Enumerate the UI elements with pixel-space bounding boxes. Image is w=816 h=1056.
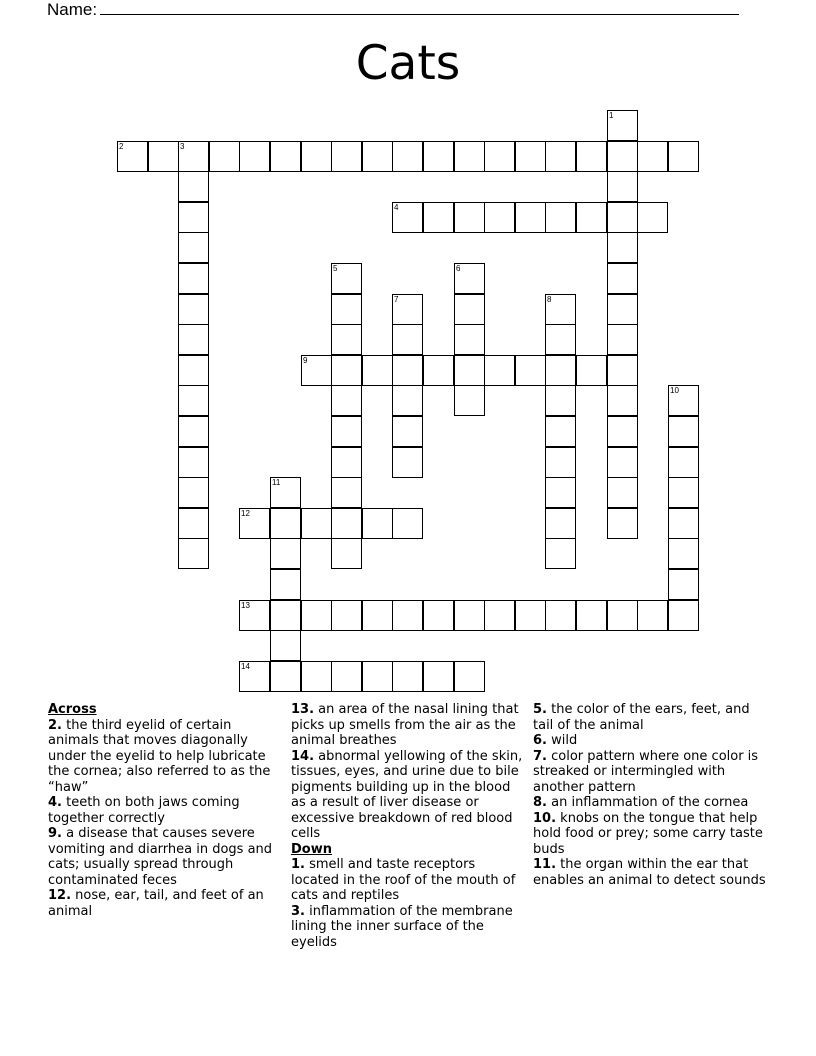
clue-column-2	[291, 702, 526, 950]
clue-down-3: 3. inflammation of the membrane lining the inner surface of the eyelids	[291, 903, 513, 950]
grid-cell[interactable]	[362, 355, 393, 386]
grid-cell[interactable]	[576, 202, 607, 233]
grid-cell[interactable]	[515, 600, 546, 631]
grid-cell[interactable]	[178, 202, 209, 233]
clue-down-1: 1. smell and taste receptors located in the roof of the mouth of cats and reptiles	[291, 857, 516, 903]
grid-cell[interactable]	[637, 141, 668, 172]
grid-cell[interactable]	[607, 294, 638, 325]
grid-cell[interactable]	[423, 202, 454, 233]
grid-cell[interactable]	[392, 661, 423, 692]
grid-cell[interactable]	[270, 569, 301, 600]
grid-cell[interactable]	[423, 661, 454, 692]
grid-cell[interactable]	[607, 171, 638, 202]
clue-across-12: 12. nose, ear, tail, and feet of an animal	[48, 888, 264, 919]
grid-cell[interactable]	[454, 141, 485, 172]
grid-cell[interactable]	[331, 661, 362, 692]
grid-cell[interactable]	[178, 294, 209, 325]
grid-cell[interactable]	[454, 202, 485, 233]
grid-cell[interactable]	[607, 477, 638, 508]
grid-cell[interactable]	[178, 171, 209, 202]
grid-cell[interactable]	[545, 141, 576, 172]
grid-cell[interactable]	[392, 141, 423, 172]
grid-cell[interactable]	[607, 600, 638, 631]
grid-cell[interactable]	[515, 355, 546, 386]
grid-cell[interactable]	[454, 355, 485, 386]
page-title: Cats	[355, 36, 461, 91]
clue-across-13: 13. an area of the nasal lining that picks up smells from the air as the animal breathes	[291, 702, 519, 748]
grid-cell[interactable]	[545, 600, 576, 631]
grid-cell[interactable]	[178, 538, 209, 569]
grid-cell[interactable]	[301, 508, 332, 539]
grid-cell[interactable]	[392, 416, 423, 447]
grid-cell[interactable]	[545, 324, 576, 355]
grid-cell[interactable]	[178, 385, 209, 416]
grid-cell[interactable]	[607, 232, 638, 263]
grid-cell[interactable]	[331, 324, 362, 355]
grid-cell[interactable]	[178, 416, 209, 447]
grid-cell[interactable]	[576, 355, 607, 386]
grid-cell[interactable]	[454, 294, 485, 325]
grid-cell[interactable]	[545, 477, 576, 508]
grid-cell[interactable]	[545, 355, 576, 386]
grid-cell[interactable]	[178, 263, 209, 294]
clue-down-10: 10. knobs on the tongue that help hold food or prey; some carry taste buds	[533, 810, 763, 857]
grid-cell[interactable]	[331, 263, 362, 294]
clue-number: 3	[180, 142, 185, 151]
grid-cell[interactable]	[668, 477, 699, 508]
grid-cell[interactable]	[545, 202, 576, 233]
grid-cell[interactable]	[270, 141, 301, 172]
grid-cell[interactable]	[668, 569, 699, 600]
grid-cell[interactable]	[668, 416, 699, 447]
grid-cell[interactable]	[607, 263, 638, 294]
grid-cell[interactable]	[362, 141, 393, 172]
grid-cell[interactable]	[545, 447, 576, 478]
grid-cell[interactable]	[301, 661, 332, 692]
grid-cell[interactable]	[362, 661, 393, 692]
grid-cell[interactable]	[576, 600, 607, 631]
clue-number: 7	[394, 295, 399, 304]
clue-number: 9	[303, 356, 308, 365]
grid-cell[interactable]	[209, 141, 240, 172]
grid-cell[interactable]	[178, 447, 209, 478]
grid-cell[interactable]	[607, 508, 638, 539]
grid-cell[interactable]	[239, 600, 270, 631]
grid-cell[interactable]	[454, 324, 485, 355]
clue-number: 6	[456, 264, 461, 273]
grid-cell[interactable]	[270, 538, 301, 569]
grid-cell[interactable]	[454, 600, 485, 631]
grid-cell[interactable]	[454, 661, 485, 692]
grid-cell[interactable]	[178, 324, 209, 355]
grid-cell[interactable]	[484, 600, 515, 631]
clue-column-3	[533, 702, 773, 888]
grid-cell[interactable]	[454, 263, 485, 294]
clue-number: 5	[333, 264, 338, 273]
grid-cell[interactable]	[545, 416, 576, 447]
grid-cell[interactable]	[301, 141, 332, 172]
clue-number: 13	[241, 601, 250, 610]
grid-cell[interactable]	[178, 355, 209, 386]
clue-number: 12	[241, 509, 250, 518]
grid-cell[interactable]	[545, 385, 576, 416]
grid-cell[interactable]	[423, 355, 454, 386]
clue-number: 4	[394, 203, 399, 212]
clue-down-6: 6. wild	[533, 733, 578, 748]
grid-cell[interactable]	[301, 355, 332, 386]
grid-cell[interactable]	[331, 141, 362, 172]
grid-cell[interactable]	[423, 600, 454, 631]
grid-cell[interactable]	[239, 661, 270, 692]
grid-cell[interactable]	[515, 202, 546, 233]
grid-cell[interactable]	[637, 202, 668, 233]
grid-cell[interactable]	[331, 508, 362, 539]
grid-cell[interactable]	[362, 508, 393, 539]
grid-cell[interactable]	[239, 508, 270, 539]
grid-cell[interactable]	[607, 416, 638, 447]
grid-cell[interactable]	[668, 600, 699, 631]
grid-cell[interactable]	[545, 294, 576, 325]
clue-across-14: 14. abnormal yellowing of the skin, tissues, eyes, and urine due to bile pigments building up in the blood as a result of liver disease or excessive breakdown of red blood cells	[291, 748, 523, 841]
grid-cell[interactable]	[178, 477, 209, 508]
grid-cell[interactable]	[270, 508, 301, 539]
grid-cell[interactable]	[392, 202, 423, 233]
grid-cell[interactable]	[607, 447, 638, 478]
grid-cell[interactable]	[178, 232, 209, 263]
grid-cell[interactable]	[515, 141, 546, 172]
clue-across-2: 2. the third eyelid of certain animals that moves diagonally under the eyelid to help lubricate the cornea; also referred to as the “haw”	[48, 717, 271, 795]
grid-cell[interactable]	[607, 110, 638, 141]
clue-down-8: 8. an inflammation of the cornea	[533, 795, 749, 810]
grid-cell[interactable]	[668, 141, 699, 172]
grid-cell[interactable]	[331, 385, 362, 416]
grid-cell[interactable]	[392, 385, 423, 416]
across-heading: Across	[48, 702, 97, 717]
grid-cell[interactable]	[331, 600, 362, 631]
grid-cell[interactable]	[607, 202, 638, 233]
clue-down-7: 7. color pattern where one color is streaked or intermingled with another pattern	[533, 748, 759, 795]
clue-down-5: 5. the color of the ears, feet, and tail of the animal	[533, 702, 750, 733]
grid-cell[interactable]	[270, 661, 301, 692]
grid-cell[interactable]	[331, 416, 362, 447]
grid-cell[interactable]	[178, 508, 209, 539]
grid-cell[interactable]	[270, 477, 301, 508]
clue-number: 1	[609, 111, 614, 120]
grid-cell[interactable]	[392, 600, 423, 631]
down-heading: Down	[291, 841, 332, 857]
clue-across-9: 9. a disease that causes severe vomiting and diarrhea in dogs and cats; usually spread through contaminated feces	[48, 826, 273, 888]
grid-cell[interactable]	[454, 385, 485, 416]
grid-cell[interactable]	[607, 324, 638, 355]
grid-cell[interactable]	[331, 294, 362, 325]
grid-cell[interactable]	[239, 141, 270, 172]
grid-cell[interactable]	[117, 141, 148, 172]
grid-cell[interactable]	[270, 600, 301, 631]
grid-cell[interactable]	[331, 538, 362, 569]
grid-cell[interactable]	[484, 141, 515, 172]
clue-number: 14	[241, 662, 250, 671]
clue-number: 2	[119, 142, 124, 151]
clue-down-11: 11. the organ within the ear that enables an animal to detect sounds	[533, 857, 766, 888]
grid-cell[interactable]	[545, 508, 576, 539]
grid-cell[interactable]	[148, 141, 179, 172]
grid-cell[interactable]	[392, 508, 423, 539]
clue-across-4: 4. teeth on both jaws coming together correctly	[48, 795, 240, 826]
grid-cell[interactable]	[637, 600, 668, 631]
clue-number: 11	[272, 478, 281, 487]
grid-cell[interactable]	[668, 508, 699, 539]
clue-number: 8	[547, 295, 552, 304]
grid-cell[interactable]	[484, 355, 515, 386]
grid-cell[interactable]	[331, 477, 362, 508]
grid-cell[interactable]	[607, 355, 638, 386]
grid-cell[interactable]	[392, 447, 423, 478]
grid-cell[interactable]	[668, 447, 699, 478]
grid-cell[interactable]	[392, 355, 423, 386]
grid-cell[interactable]	[331, 355, 362, 386]
clue-number: 10	[670, 386, 679, 395]
grid-cell[interactable]	[301, 600, 332, 631]
grid-cell[interactable]	[423, 141, 454, 172]
grid-cell[interactable]	[362, 600, 393, 631]
grid-cell[interactable]	[331, 447, 362, 478]
grid-cell[interactable]	[668, 538, 699, 569]
grid-cell[interactable]	[392, 324, 423, 355]
grid-cell[interactable]	[545, 538, 576, 569]
grid-cell[interactable]	[178, 141, 209, 172]
grid-cell[interactable]	[668, 385, 699, 416]
grid-cell[interactable]	[576, 141, 607, 172]
grid-cell[interactable]	[484, 202, 515, 233]
grid-cell[interactable]	[607, 141, 638, 172]
grid-cell[interactable]	[270, 630, 301, 661]
clue-column-1	[48, 702, 280, 919]
grid-cell[interactable]	[392, 294, 423, 325]
grid-cell[interactable]	[607, 385, 638, 416]
name-label: Name:	[47, 0, 98, 19]
